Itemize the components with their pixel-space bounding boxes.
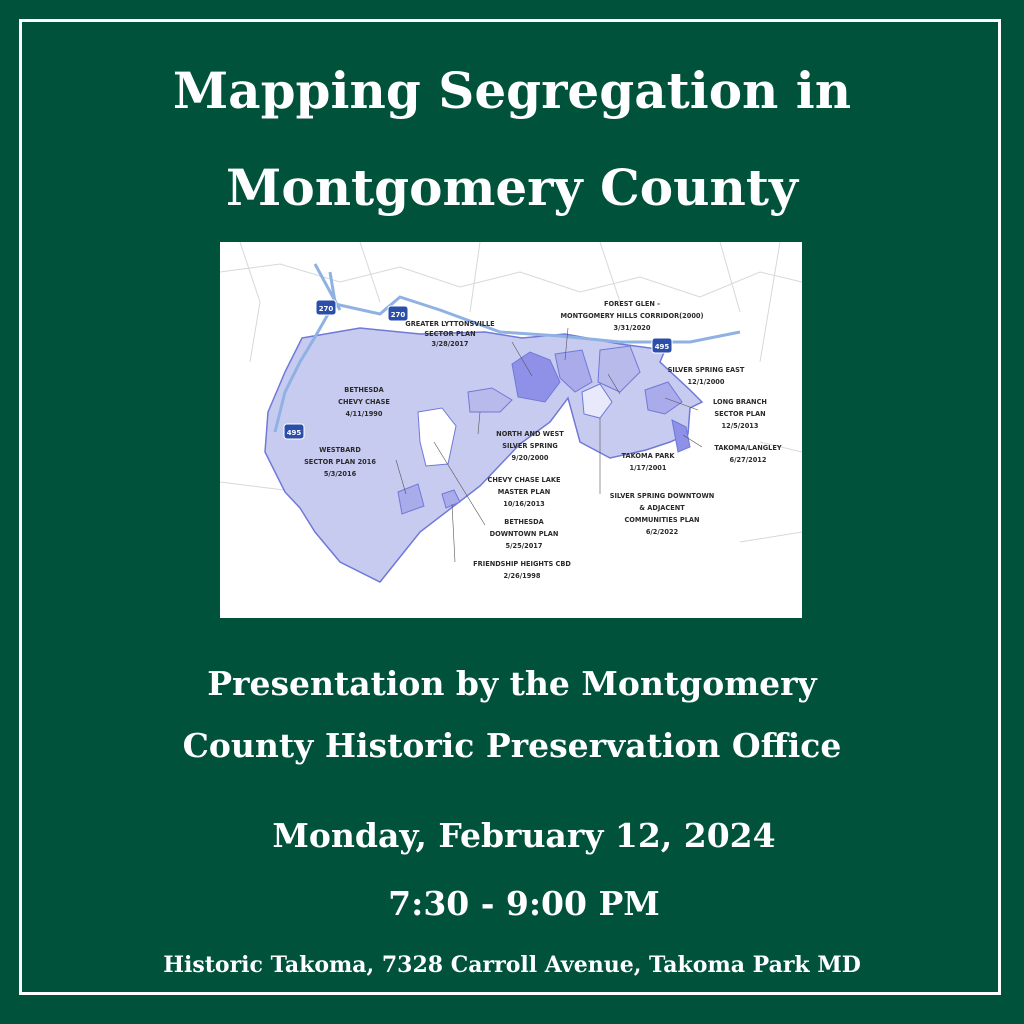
presenter-line-1: Presentation by the Montgomery bbox=[207, 664, 817, 703]
title-line-2: Montgomery County bbox=[226, 158, 798, 217]
label-lyttonsville-1: GREATER LYTTONSVILLE bbox=[405, 320, 495, 328]
label-bdp-1: BETHESDA bbox=[504, 518, 544, 526]
label-forest-glen-1: FOREST GLEN - bbox=[604, 300, 660, 308]
label-bcc-3: 4/11/1990 bbox=[345, 410, 383, 418]
highway-shield-495-b bbox=[284, 424, 304, 439]
map-svg bbox=[220, 242, 802, 618]
highway-shield-270-b bbox=[388, 306, 408, 321]
label-bdp-3: 5/25/2017 bbox=[505, 542, 543, 550]
label-nwss-3: 9/20/2000 bbox=[511, 454, 549, 462]
label-long-branch-1: LONG BRANCH bbox=[713, 398, 767, 406]
label-takoma-langley-1: TAKOMA/LANGLEY bbox=[714, 444, 782, 452]
label-long-branch-3: 12/5/2013 bbox=[721, 422, 759, 430]
label-ssd-3: COMMUNITIES PLAN bbox=[624, 516, 700, 524]
svg-text:270: 270 bbox=[390, 311, 406, 319]
event-time: 7:30 - 9:00 PM bbox=[388, 884, 660, 923]
label-takoma-langley-2: 6/27/2012 bbox=[729, 456, 767, 464]
label-fh-1: FRIENDSHIP HEIGHTS CBD bbox=[473, 560, 571, 568]
svg-text:270: 270 bbox=[318, 305, 334, 313]
label-nwss-2: SILVER SPRING bbox=[502, 442, 558, 450]
label-westbard-3: 5/3/2016 bbox=[323, 470, 357, 478]
label-lyttonsville-3: 3/28/2017 bbox=[431, 340, 469, 348]
label-bcc-1: BETHESDA bbox=[344, 386, 384, 394]
highway-shield-270-a bbox=[316, 300, 336, 315]
label-ssd-2: & ADJACENT bbox=[639, 504, 685, 512]
label-bcc-2: CHEVY CHASE bbox=[338, 398, 390, 406]
svg-text:495: 495 bbox=[654, 343, 670, 351]
title-line-1: Mapping Segregation in bbox=[172, 61, 852, 120]
label-forest-glen-2: MONTGOMERY HILLS CORRIDOR(2000) bbox=[560, 312, 704, 320]
label-takoma-park-1: TAKOMA PARK bbox=[621, 452, 675, 460]
label-ssd-4: 6/2/2022 bbox=[645, 528, 679, 536]
label-ss-east-1: SILVER SPRING EAST bbox=[667, 366, 745, 374]
label-westbard-1: WESTBARD bbox=[319, 446, 361, 454]
label-takoma-park-2: 1/17/2001 bbox=[629, 464, 667, 472]
label-ss-east-2: 12/1/2000 bbox=[687, 378, 725, 386]
presenter-line-2: County Historic Preservation Office bbox=[182, 726, 842, 765]
label-westbard-2: SECTOR PLAN 2016 bbox=[304, 458, 376, 466]
event-venue: Historic Takoma, 7328 Carroll Avenue, Takoma Park MD bbox=[163, 952, 861, 978]
svg-text:495: 495 bbox=[286, 429, 302, 437]
label-lyttonsville-2: SECTOR PLAN bbox=[424, 330, 476, 338]
label-ccl-3: 10/16/2013 bbox=[503, 500, 545, 508]
event-date: Monday, February 12, 2024 bbox=[272, 816, 776, 855]
label-ssd-1: SILVER SPRING DOWNTOWN bbox=[609, 492, 715, 500]
label-ccl-1: CHEVY CHASE LAKE bbox=[487, 476, 561, 484]
label-nwss-1: NORTH AND WEST bbox=[496, 430, 564, 438]
label-bdp-2: DOWNTOWN PLAN bbox=[489, 530, 559, 538]
label-long-branch-2: SECTOR PLAN bbox=[714, 410, 766, 418]
label-forest-glen-3: 3/31/2020 bbox=[613, 324, 651, 332]
highway-shield-495-a bbox=[652, 338, 672, 353]
segregation-map bbox=[220, 242, 802, 618]
label-fh-2: 2/26/1998 bbox=[503, 572, 541, 580]
label-ccl-2: MASTER PLAN bbox=[497, 488, 551, 496]
